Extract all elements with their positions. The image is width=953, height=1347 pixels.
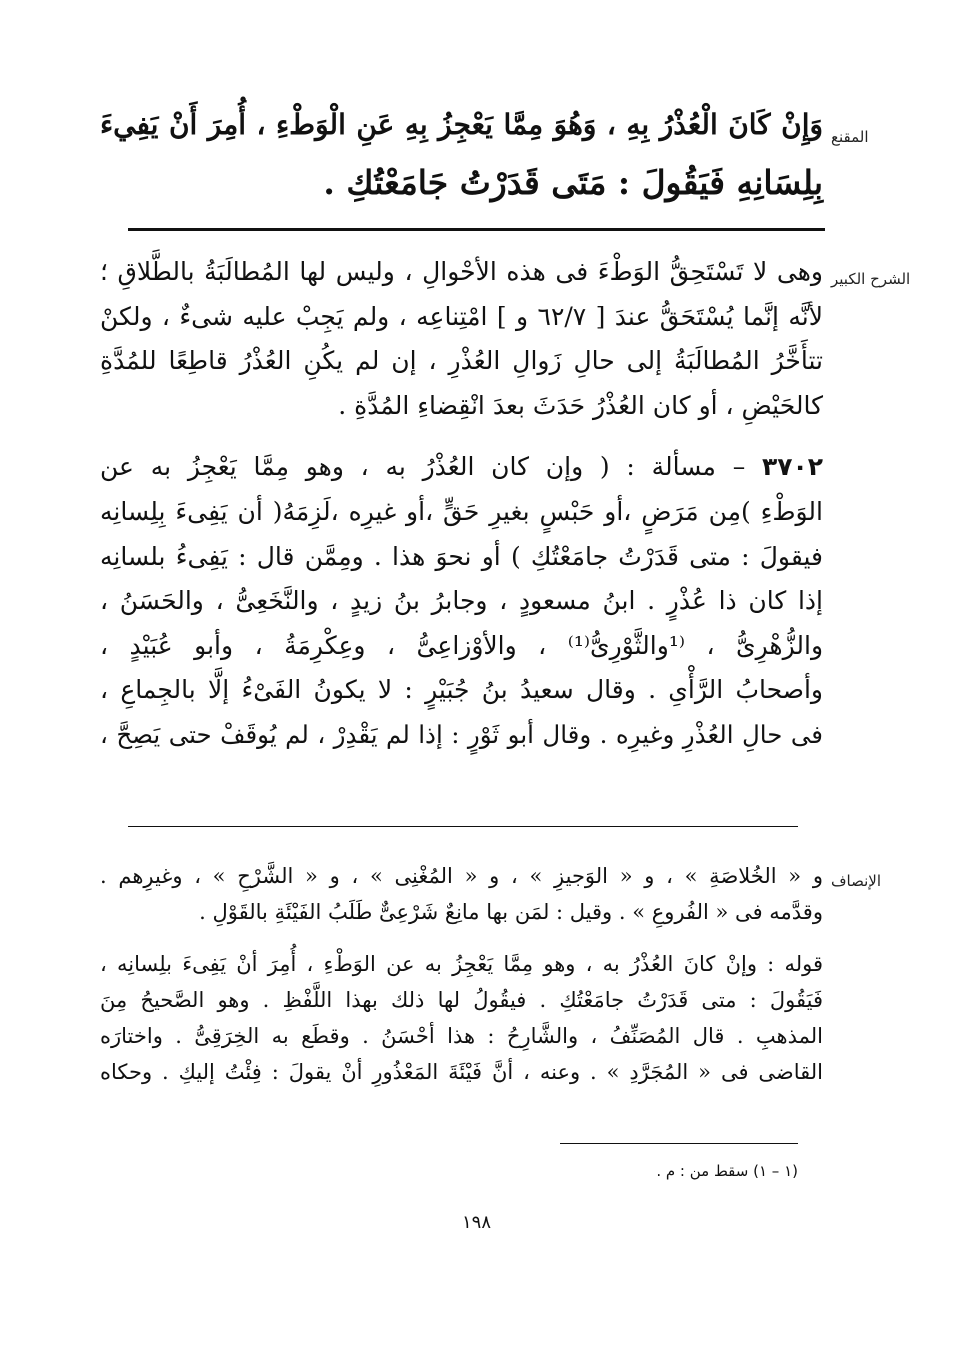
page-number: ١٩٨ — [461, 1212, 491, 1233]
insaf-paragraph — [100, 858, 823, 930]
section-divider-thick — [128, 228, 825, 231]
sharh-line: الوَطْءِ )مِن مَرَضٍ ،أو حَبْسٍ بغيرِ حَقٍّ ،أو غيرِه ،لَزِمَهُ( أن يَفِىءَ بِلِسانِه — [100, 496, 823, 526]
insaf-line: قوله : وإنْ كانَ العُذْرُ به ، وهو مِمَّا يَعْجِزُ به عن الوَطْءِ ، أُمِرَ أنْ يَفِىءَ بلِسانِه ، — [100, 952, 823, 976]
insaf-line: و « الخُلاصَةِ » ، و « الوَجيزِ » ، و « المُغْنِى » ، و « الشَّرْحِ » ، وغيرِهم . — [100, 864, 823, 888]
insaf-line: القاضى فى « المُجَرَّدِ » . وعنه ، أنَّ فَيْئَةَ المَعْذُورِ أنْ يقولَ : فِئْتُ إليكِ . وحكاه — [100, 1060, 823, 1084]
insaf-line: وقدَّمه فى « الفُروعِ » . وقيل : لمَن بها مانِعٌ شَرْعِىٌّ طَلَبُ الفَيْئَةِ بالقَوْلِ . — [199, 900, 823, 924]
muqni-line: بِلِسَانِهِ فَيَقُولَ : مَتَى قَدَرْتُ جَامَعْتُكِ . — [323, 163, 823, 202]
sharh-line: تتأَخَّرُ المُطالَبَةُ إلى حالِ زَوالِ العُذْرِ ، إن لم يكُنِ العُذْرُ قاطِعًا للمُدَّةِ — [100, 346, 823, 376]
muqni-line: وَإِنْ كَانَ الْعُذْرُ بِهِ ، وَهُوَ مِمَّا يَعْجِزُ بِهِ عَنِ الْوَطْءِ ، أُمِرَ أَنْ يَفِيءَ — [100, 108, 823, 141]
muqni-text — [100, 96, 823, 212]
sharh-line: فى حالِ العُذْرِ وغيرِه . وقال أبو ثَوْرٍ : إذا لم يَقْدِرْ ، لم يُوقَفْ حتى يَصِحَّ ، — [100, 719, 823, 749]
masala-first-line — [100, 445, 823, 490]
insaf-section — [100, 858, 913, 1158]
masala-paragraph — [100, 445, 823, 757]
sharh-line: فيقولَ : متى قَدَرْتُ جامَعْتُكِ ) أو نحوَ هذا . ومِمَّن قال : يَفِىءُ بلسانِه — [100, 541, 823, 571]
sharh-line: وأصحابُ الرَّأْىِ . وقال سعيدُ بنُ جُبَيْرٍ : لا يكونُ الفَىْءُ إلَّا بالجِماعِ ، — [100, 675, 823, 705]
sharh-line: كالحَيْضِ ، أو كان العُذْرُ حَدَثَ بعدَ انْقِضاءِ المُدَّةِ . — [338, 390, 823, 420]
sharh-label: الشرح الكبير — [831, 270, 911, 288]
masala-heading-text: – مسألة : ( وإن كان العُذْرُ به ، وهو مِمَّا يَعْجِزُ به عن — [100, 452, 746, 482]
sharh-line: لأنَّه إنَّما يُسْتَحَقُّ عندَ [ ٦٢/٧ و ] امْتِناعِه ، ولم يَجِبْ عليه شىءٌ ، ولكنْ — [100, 301, 823, 331]
footnote-divider — [560, 1143, 798, 1144]
insaf-line: المذهبِ . قال المُصَنِّفُ ، والشَّارِحُ : هذا أحْسَنُ . وقطَع به الخِرَقِىُّ . واختارَه — [100, 1024, 823, 1048]
insaf-text — [100, 858, 823, 1090]
sharh-text — [100, 250, 823, 758]
section-divider-thin — [128, 826, 798, 827]
footnote: (١ – ١) سقط من : م . — [656, 1162, 798, 1180]
insaf-label: الإنصاف — [831, 872, 882, 890]
sharh-line: والزُّهْرِىُّ ، ⁽¹والثَّوْرِىُّ⁽¹⁾ ، والأوْزاعِىُّ ، وعِكْرِمَةُ ، وأبو عُبَيْدٍ ، — [100, 630, 824, 660]
sharh-line: إذا كان ذا عُذْرٍ . ابنُ مسعودٍ ، وجابرُ بنُ زيدٍ ، والنَّخَعِىُّ ، والحَسَنُ ، — [100, 586, 823, 616]
sharh-paragraph — [100, 250, 823, 428]
masala-number: ٣٧٠٢ — [761, 452, 824, 482]
muqni-section — [100, 96, 913, 226]
sharh-section — [100, 250, 913, 820]
muqni-label: المقنع — [831, 128, 869, 146]
insaf-paragraph — [100, 946, 823, 1090]
insaf-line: فَيَقُولَ : متى قَدَرْتُ جامَعْتُكِ . فيقُولُ لها ذلك بهذا اللَّفْظِ . وهو الصَّحيحُ مِنَ — [100, 988, 823, 1012]
sharh-line: وهى لا تَسْتَحِقُّ الوَطْءَ فى هذه الأحْوالِ ، وليس لها المُطالَبَةُ بالطَّلاقِ ؛ — [100, 257, 823, 286]
